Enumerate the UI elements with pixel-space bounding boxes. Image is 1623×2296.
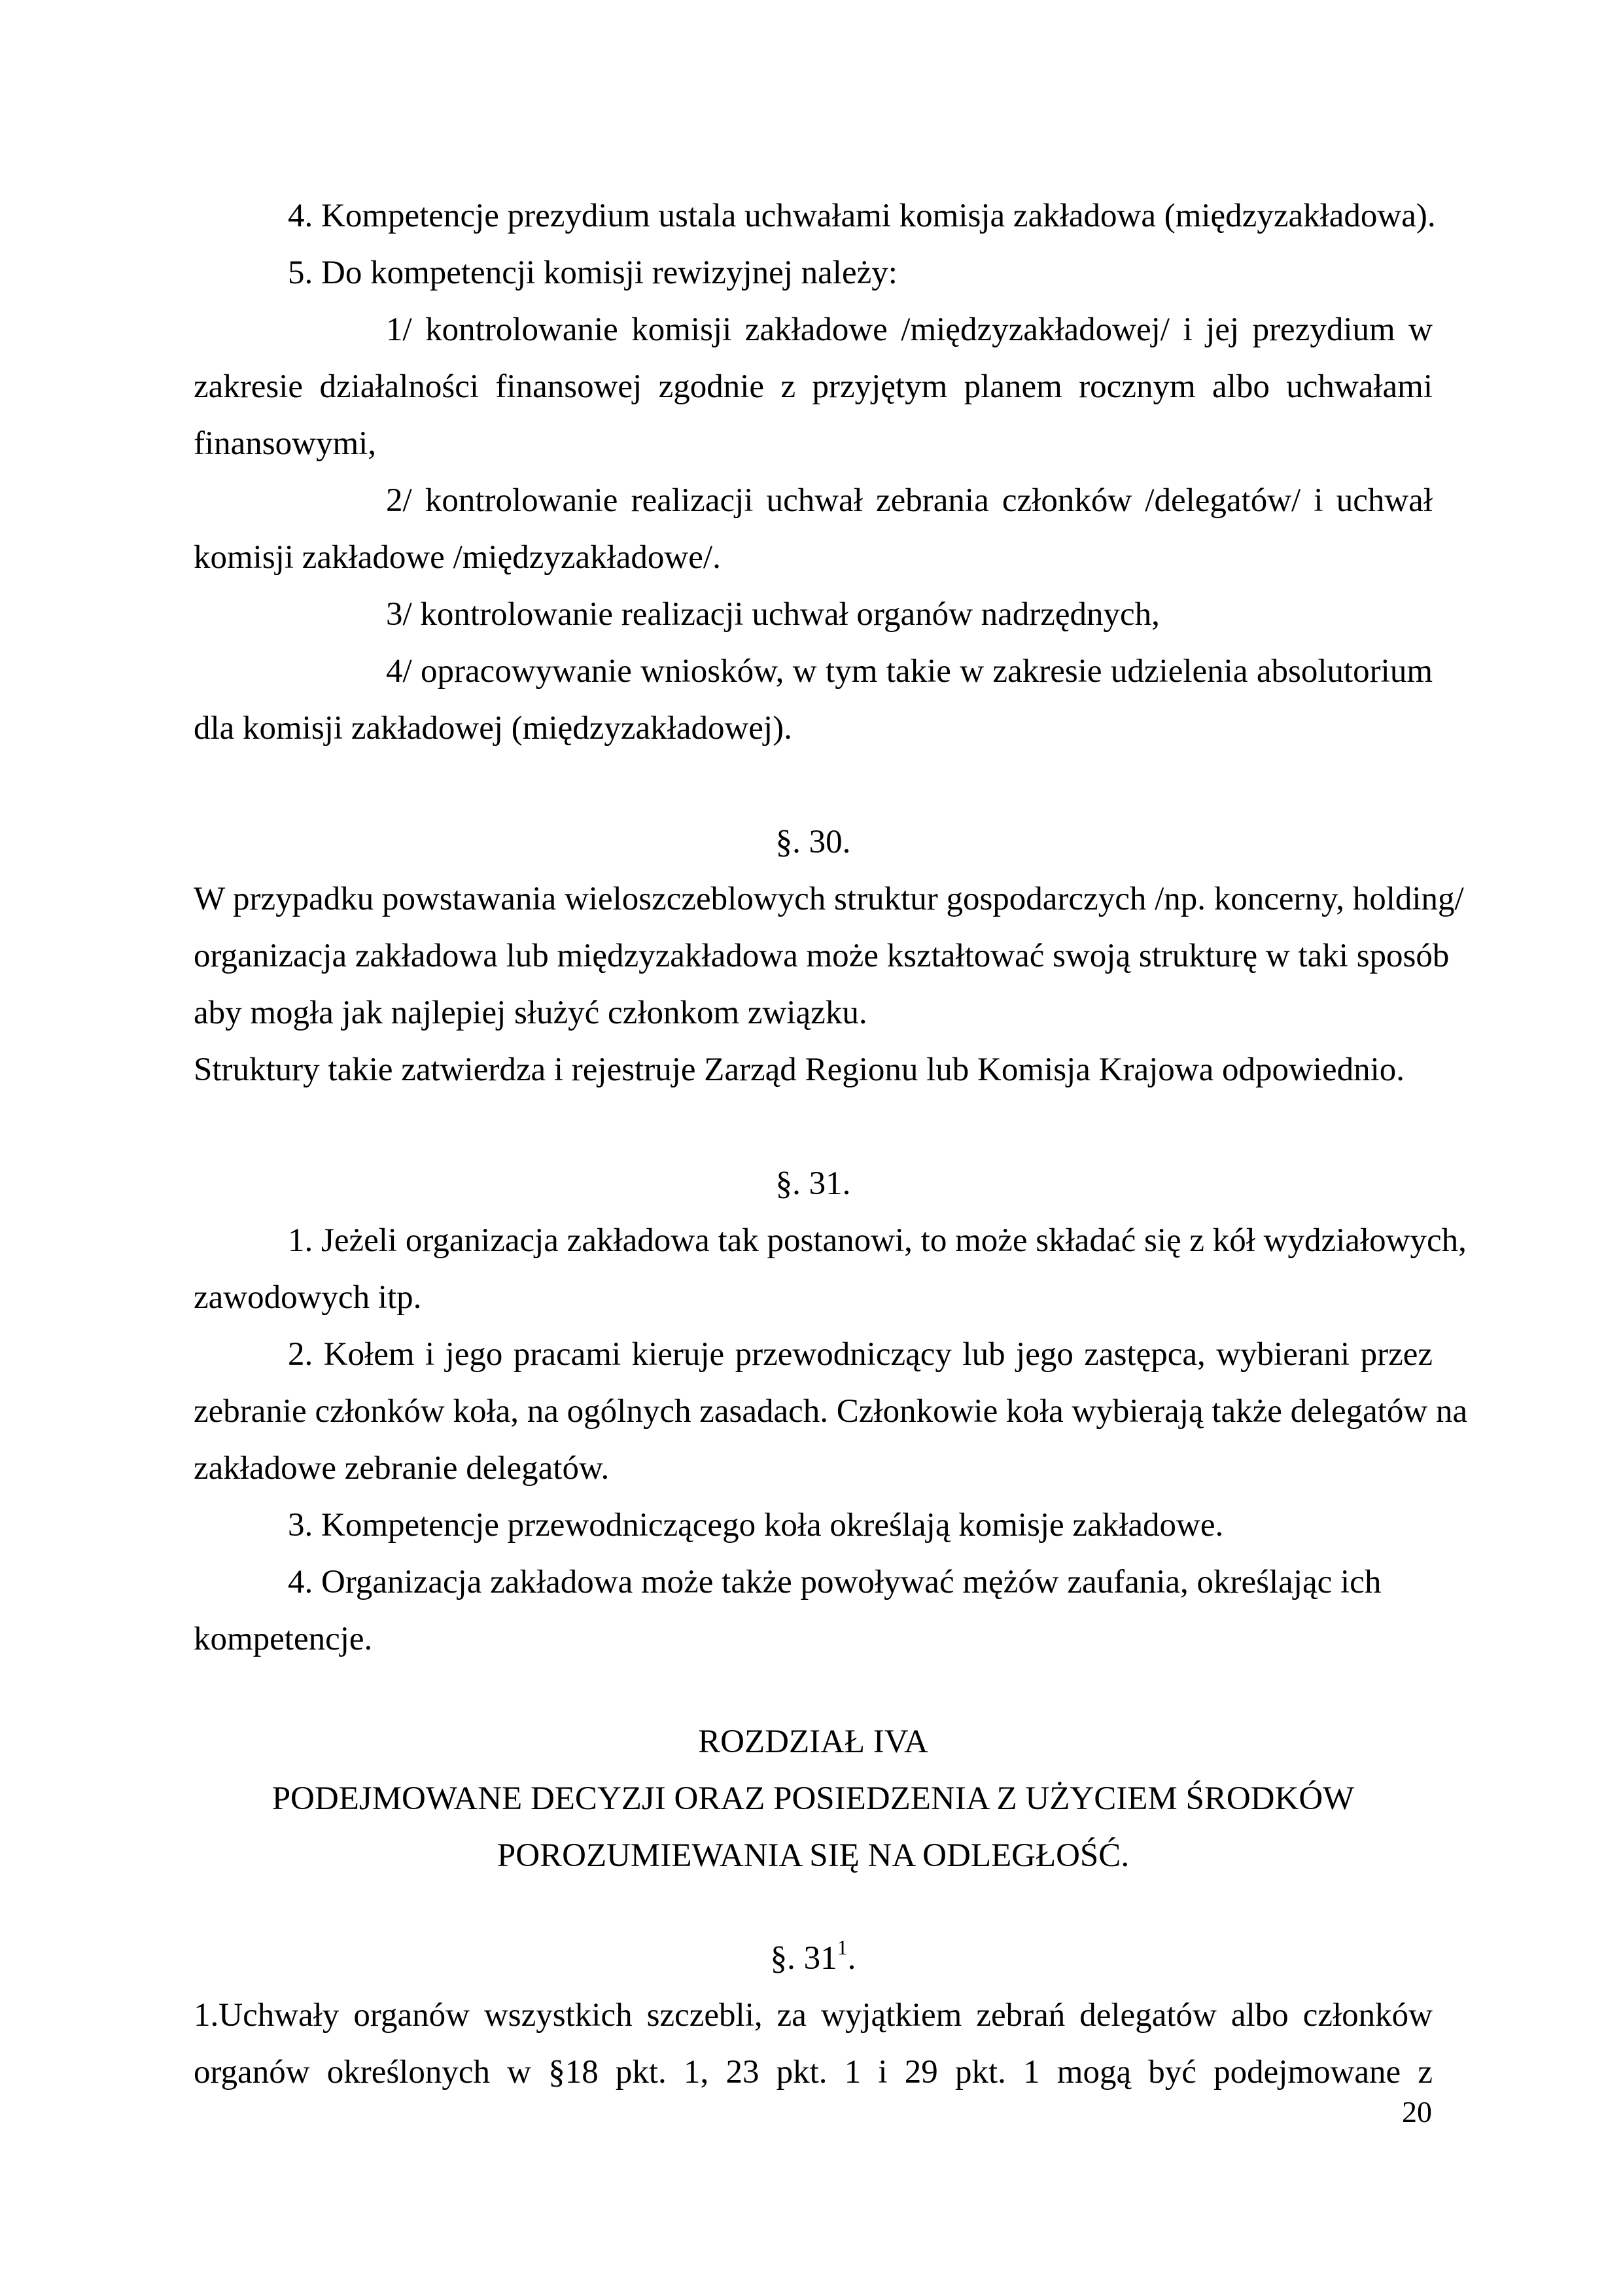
list-item-1-line-3: finansowymi, — [194, 425, 377, 462]
section-30-line-2: organizacja zakładowa lub międzyzakładowa może kształtować swoją strukturę w taki sposób — [194, 938, 1450, 974]
section-31-p2-line-2: zebranie członków koła, na ogólnych zasadach. Członkowie koła wybierają także delegatów na — [194, 1393, 1468, 1430]
list-item-2-line-2: komisji zakładowe /międzyzakładowe/. — [194, 539, 721, 576]
chapter-title: ROZDZIAŁ IVA — [698, 1723, 928, 1760]
section-31-1-heading — [194, 1935, 1433, 1978]
section-31-1-line-1: 1.Uchwały organów wszystkich szczebli, za wyjątkiem zebrań delegatów albo członków — [194, 1997, 1433, 2034]
list-item-1-line-1: 1/ kontrolowanie komisji zakładowe /międzyzakładowej/ i jej prezydium w — [386, 311, 1433, 348]
section-31-p1-line-2: zawodowych itp. — [194, 1279, 422, 1316]
section-31-1-heading-superscript: 1 — [837, 1935, 848, 1959]
section-30-heading: §. 30. — [775, 824, 851, 860]
list-item-3: 3/ kontrolowanie realizacji uchwał organów nadrzędnych, — [386, 596, 1160, 633]
paragraph-29-5: 5. Do kompetencji komisji rewizyjnej należy: — [288, 255, 898, 291]
section-30-line-4: Struktury takie zatwierdza i rejestruje Zarząd Regionu lub Komisja Krajowa odpowiednio. — [194, 1051, 1405, 1088]
section-31-1-line-2: organów określonych w §18 pkt. 1, 23 pkt. 1 i 29 pkt. 1 mogą być podejmowane z — [194, 2054, 1433, 2091]
list-item-1-line-2: zakresie działalności finansowej zgodnie z przyjętym planem rocznym albo uchwałami — [194, 368, 1433, 405]
section-31-p4-line-2: kompetencje. — [194, 1621, 373, 1657]
section-31-p4-line-1: 4. Organizacja zakładowa może także powoływać mężów zaufania, określając ich — [288, 1564, 1382, 1600]
section-31-p2-line-1: 2. Kołem i jego pracami kieruje przewodniczący lub jego zastępca, wybierani przez — [288, 1336, 1433, 1373]
section-31-p1-line-1: 1. Jeżeli organizacja zakładowa tak postanowi, to może składać się z kół wydziałowych, — [288, 1222, 1467, 1259]
paragraph-29-4: 4. Kompetencje prezydium ustala uchwałami komisja zakładowa (międzyzakładowa). — [288, 198, 1436, 234]
section-31-p2-line-3: zakładowe zebranie delegatów. — [194, 1450, 610, 1487]
section-31-heading: §. 31. — [775, 1165, 851, 1202]
section-31-1-heading-end: . — [847, 1940, 856, 1977]
list-item-4-line-2: dla komisji zakładowej (międzyzakładowej). — [194, 710, 792, 747]
list-item-4-line-1: 4/ opracowywanie wniosków, w tym takie w zakresie udzielenia absolutorium — [386, 653, 1433, 690]
chapter-subtitle-line-2: POROZUMIEWANIA SIĘ NA ODLEGŁOŚĆ. — [497, 1837, 1130, 1874]
section-30-line-3: aby mogła jak najlepiej służyć członkom związku. — [194, 995, 867, 1031]
section-31-1-heading-main: §. 31 — [770, 1940, 837, 1977]
chapter-subtitle-line-1: PODEJMOWANE DECYZJI ORAZ POSIEDZENIA Z UŻYCIEM ŚRODKÓW — [271, 1780, 1355, 1817]
section-30-line-1: W przypadku powstawania wieloszczeblowych struktur gospodarczych /np. koncerny, holding/ — [194, 881, 1464, 917]
section-31-p3: 3. Kompetencje przewodniczącego koła określają komisje zakładowe. — [288, 1507, 1224, 1544]
list-item-2-line-1: 2/ kontrolowanie realizacji uchwał zebrania członków /delegatów/ i uchwał — [386, 482, 1433, 519]
page-number: 20 — [1402, 2095, 1432, 2128]
